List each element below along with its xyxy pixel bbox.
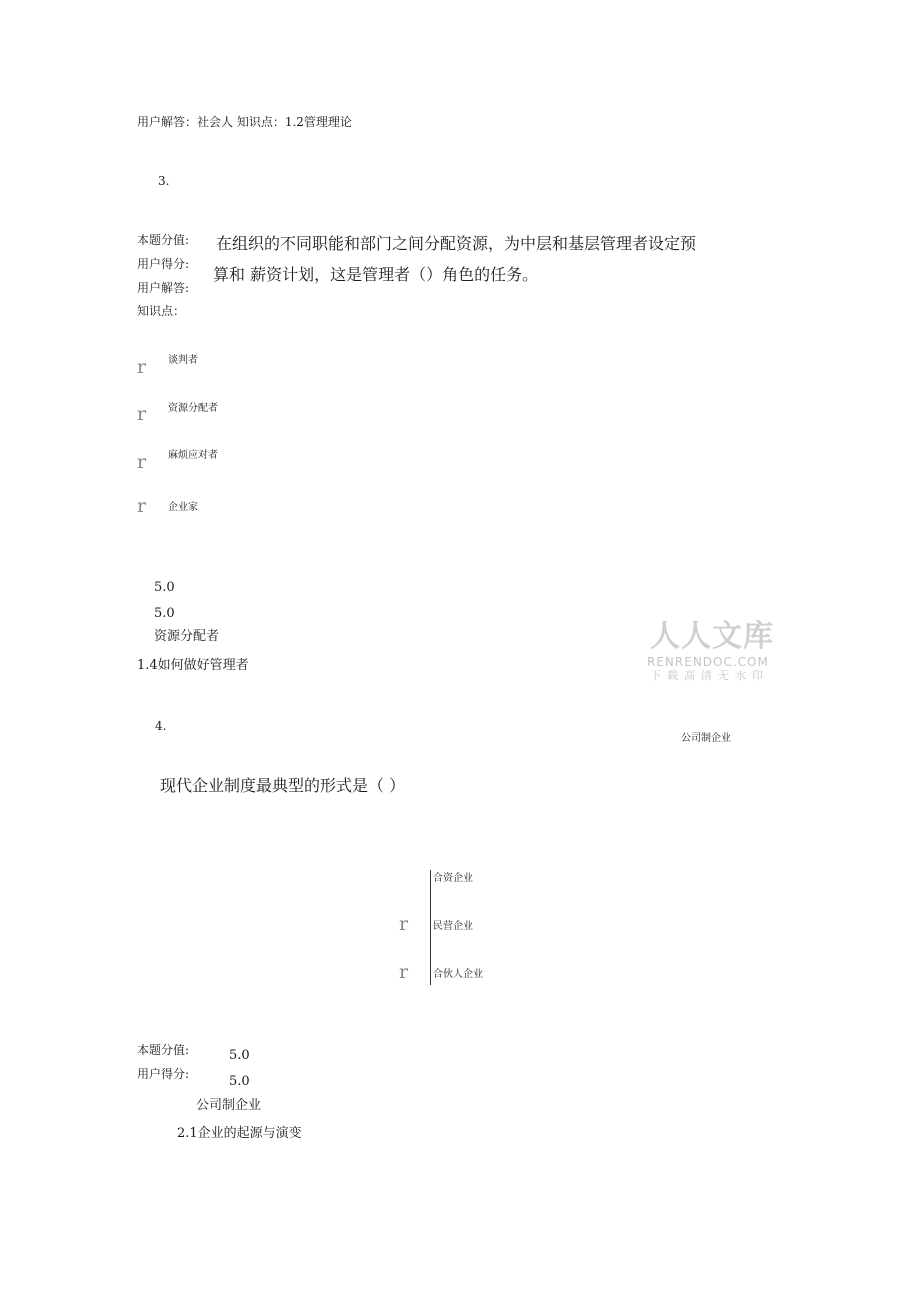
q3-option-1-label: 谈判者	[168, 355, 198, 366]
q3-score-value: 5.0	[154, 580, 175, 595]
option-divider-line	[430, 870, 431, 985]
q3-option-3-label: 麻烦应对者	[168, 450, 218, 461]
q3-knowledge-value: 1.4如何做好管理者	[137, 658, 249, 673]
radio-button-icon[interactable]: r	[137, 495, 147, 517]
q2-answer-line: 用户解答：社会人 知识点：1.2管理理论	[137, 115, 352, 129]
watermark-slogan: 下载高清无水印	[650, 669, 769, 682]
watermark-domain: RENRENDOC.COM	[647, 655, 769, 669]
q3-user-score-label: 用户得分:	[137, 257, 190, 271]
q4-score-label: 本题分值:	[137, 1043, 190, 1057]
watermark-brand: 人人文库	[650, 619, 774, 654]
q3-user-score-value: 5.0	[154, 606, 175, 621]
q4-option-1-label: 合资企业	[433, 873, 473, 884]
radio-button-icon[interactable]: r	[137, 451, 147, 473]
q4-user-score-label: 用户得分:	[137, 1067, 190, 1081]
radio-button-icon[interactable]: r	[137, 356, 147, 378]
q3-option-2-label: 资源分配者	[168, 403, 218, 414]
q3-user-answer-value: 资源分配者	[154, 629, 220, 644]
q3-question-line1: 在组织的不同职能和部门之间分配资源，为中层和基层管理者设定预	[216, 234, 697, 253]
radio-button-icon[interactable]: r	[399, 913, 409, 935]
q3-number: 3.	[158, 174, 170, 188]
radio-button-icon[interactable]: r	[399, 961, 409, 983]
q3-option-4-label: 企业家	[168, 502, 198, 513]
q4-user-score-value: 5.0	[229, 1074, 250, 1089]
q3-user-answer-label: 用户解答:	[137, 281, 190, 295]
q4-option-3-label: 合伙人企业	[433, 969, 483, 980]
q4-option-top-right: 公司制企业	[681, 733, 731, 744]
q4-option-2-label: 民营企业	[433, 921, 473, 932]
q4-number: 4.	[155, 719, 167, 733]
radio-button-icon[interactable]: r	[137, 403, 147, 425]
q4-user-answer-value: 公司制企业	[196, 1098, 262, 1113]
q3-question-line2: 算和 薪资计划，这是管理者（）角色的任务。	[213, 265, 539, 284]
q4-score-value: 5.0	[229, 1048, 250, 1063]
q3-score-label: 本题分值:	[137, 233, 190, 247]
q4-knowledge-value: 2.1企业的起源与演变	[177, 1126, 302, 1141]
q3-knowledge-label: 知识点：	[137, 304, 186, 318]
q4-question: 现代企业制度最典型的形式是（ ）	[160, 776, 406, 795]
